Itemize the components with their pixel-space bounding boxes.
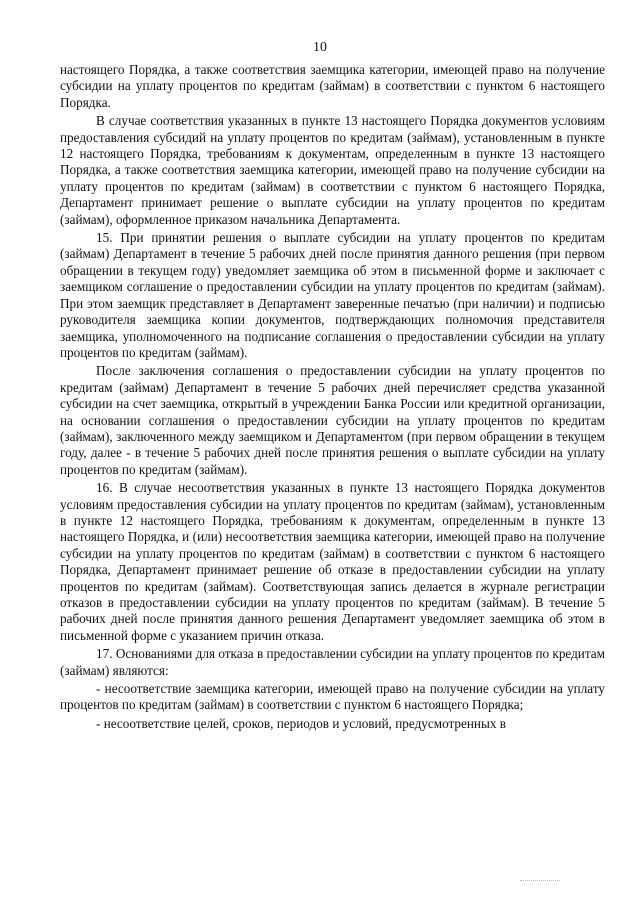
document-body (60, 62, 605, 732)
paragraph-after-agreement: После заключения соглашения о предоставлении субсидии на уплату процентов по кредитам (займам) Департамент в течение 5 рабочих дней перечисляет средства указанной субсидии на счет заемщика, открытый в учреждении Банка России или кредитной организации, на основании соглашения о предоставлении субсидии на уплату процентов по кредитам (займам), заключенного между заемщиком и Департаментом (при первом обращении в текущем году, далее - в течение 5 рабочих дней после принятия решения о выплате субсидии на уплату процентов по кредитам (займам). (60, 363, 605, 477)
paragraph-item-16: 16. В случае несоответствия указанных в пункте 13 настоящего Порядка документов условиям предоставления субсидии на уплату процентов по кредитам (займам), установленным в пункте 12 настоящего Порядка, требованиям к документам, определенным в пункте 13 настоящего Порядка, и (или) несоответствия заемщика категории, имеющей право на получение субсидии на уплату процентов по кредитам (займам) в соответствии с пунктом 6 настоящего Порядка, Департамент принимает решение об отказе в предоставлении субсидии на уплату процентов по кредитам (займам). Соответствующая запись делается в журнале регистрации отказов в предоставлении субсидии на уплату процентов по кредитам (займам). В течение 5 рабочих дней после принятия данного решения Департамент уведомляет заемщика об этом в письменной форме с указанием причин отказа. (60, 480, 605, 643)
paragraph-continuation: настоящего Порядка, а также соответствия заемщика категории, имеющей право на получение субсидии на уплату процентов по кредитам (займам) в соответствии с пунктом 6 настоящего Порядка. (60, 62, 605, 110)
list-item-refusal-reason-2: - несоответствие целей, сроков, периодов и условий, предусмотренных в (96, 715, 506, 731)
list-item-refusal-reason-1: - несоответствие заемщика категории, имеющей право на получение субсидии на уплату процентов по кредитам (займам) в соответствии с пунктом 6 настоящего Порядка; (60, 681, 605, 713)
page-number: 10 (313, 40, 327, 55)
paragraph-item-17: 17. Основаниями для отказа в предоставлении субсидии на уплату процентов по кредитам (займам) являются: (60, 646, 605, 678)
paragraph-item-15: 15. При принятии решения о выплате субсидии на уплату процентов по кредитам (займам) Департамент в течение 5 рабочих дней после принятия данного решения (при первом обращении в текущем году) уведомляет заемщика об этом в письменной форме и заключает с заемщиком соглашение о предоставлении субсидии на уплату процентов по кредитам (займам). При этом заемщик представляет в Департамент заверенные печатью (при наличии) и подписью руководителя заемщика копии документов, подтверждающих полномочия представителя заемщика, уполномоченного на подписание соглашения о предоставлении субсидии на уплату процентов по кредитам (займам). (60, 230, 605, 360)
paragraph-compliance-decision: В случае соответствия указанных в пункте 13 настоящего Порядка документов условиям предоставления субсидий на уплату процентов по кредитам (займам), установленным в пункте 12 настоящего Порядка, требованиям к документам, определенным в пункте 13 настоящего Порядка, а также соответствия заемщика категории, имеющей право на получение субсидии на уплату процентов по кредитам (займам) в соответствии с пунктом 6 настоящего Порядка, Департамент принимает решение о выплате субсидии на уплату процентов по кредитам (займам), оформленное приказом начальника Департамента. (60, 113, 605, 227)
scan-artifact (520, 880, 560, 883)
